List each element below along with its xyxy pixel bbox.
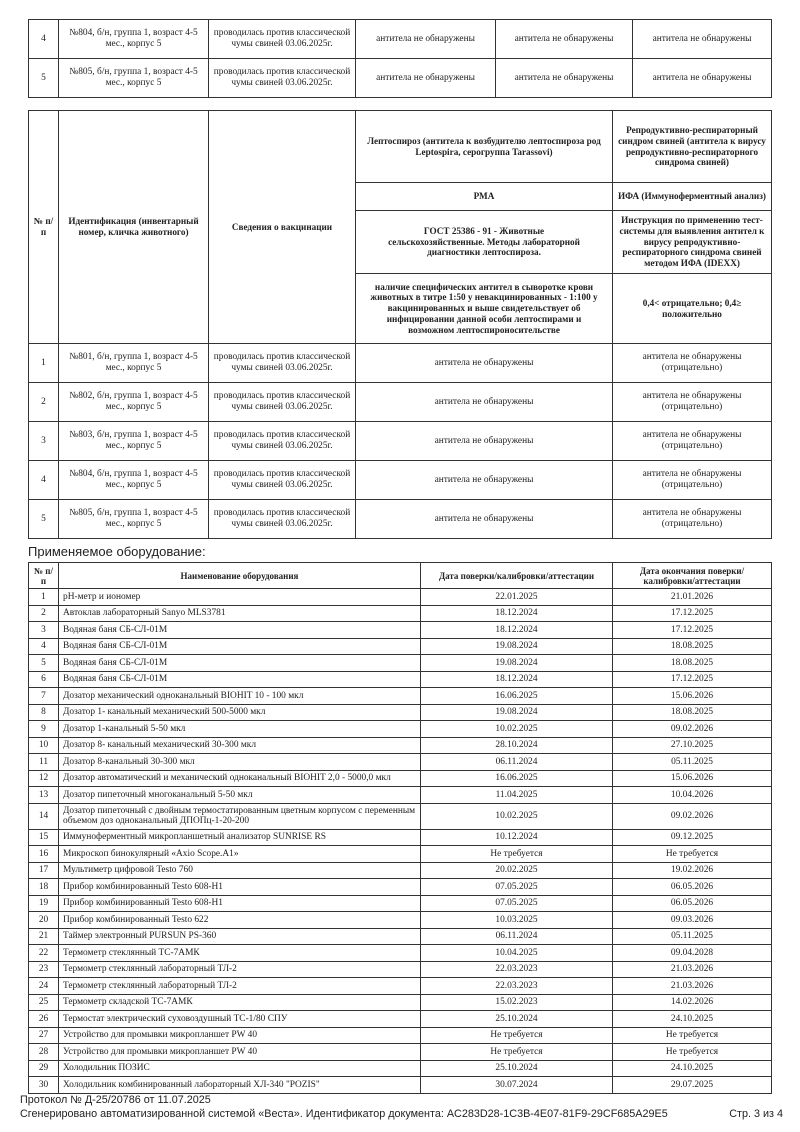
result-1: антитела не обнаружены bbox=[356, 59, 496, 98]
equipment-row bbox=[29, 721, 772, 738]
vaccination-info: проводилась против классической чумы свиней 03.06.2025г. bbox=[209, 344, 356, 383]
lepto-result: антитела не обнаружены bbox=[356, 344, 613, 383]
equipment-row bbox=[29, 945, 772, 962]
equipment-number: 3 bbox=[29, 622, 59, 639]
equipment-name: Термостат электрический суховоздушный ТС-1/80 СПУ bbox=[59, 1011, 421, 1028]
equipment-date-to: 15.06.2026 bbox=[613, 688, 772, 705]
equipment-name: Термометр стеклянный ТС-7АМК bbox=[59, 945, 421, 962]
equipment-number: 18 bbox=[29, 879, 59, 896]
animal-id: №802, б/н, группа 1, возраст 4-5 мес., корпус 5 bbox=[59, 383, 209, 422]
equipment-date-from: 22.03.2023 bbox=[421, 961, 613, 978]
equipment-name: Прибор комбинированный Testo 622 bbox=[59, 912, 421, 929]
equipment-date-to: Не требуется bbox=[613, 1044, 772, 1061]
equipment-number: 19 bbox=[29, 895, 59, 912]
prrs-result: антитела не обнаружены (отрицательно) bbox=[613, 461, 772, 500]
equipment-number: 11 bbox=[29, 754, 59, 771]
equipment-name: Термометр стеклянный лабораторный ТЛ-2 bbox=[59, 961, 421, 978]
equipment-date-from: 06.11.2024 bbox=[421, 928, 613, 945]
equipment-name: Водяная баня СБ-СЛ-01М bbox=[59, 671, 421, 688]
equipment-header-num: № п/п bbox=[29, 563, 59, 589]
equipment-row bbox=[29, 688, 772, 705]
equipment-header-name: Наименование оборудования bbox=[59, 563, 421, 589]
equipment-number: 10 bbox=[29, 737, 59, 754]
equipment-date-from: 19.08.2024 bbox=[421, 655, 613, 672]
equipment-date-to: 29.07.2025 bbox=[613, 1077, 772, 1094]
equipment-table bbox=[28, 562, 772, 1094]
equipment-row bbox=[29, 737, 772, 754]
header-lepto-standard: ГОСТ 25386 - 91 - Животные сельскохозяйственные. Методы лабораторной диагностики лептоспироза. bbox=[356, 211, 613, 274]
equipment-row bbox=[29, 862, 772, 879]
equipment-date-to: 17.12.2025 bbox=[613, 671, 772, 688]
equipment-date-from: 22.03.2023 bbox=[421, 978, 613, 995]
equipment-date-from: 28.10.2024 bbox=[421, 737, 613, 754]
lepto-result: антитела не обнаружены bbox=[356, 383, 613, 422]
animal-id: №804, б/н, группа 1, возраст 4-5 мес., корпус 5 bbox=[59, 20, 209, 59]
equipment-name: Водяная баня СБ-СЛ-01М bbox=[59, 638, 421, 655]
equipment-name: Иммуноферментный микропланшетный анализатор SUNRISE RS bbox=[59, 829, 421, 846]
vaccination-info: проводилась против классической чумы свиней 03.06.2025г. bbox=[209, 59, 356, 98]
equipment-date-from: 18.12.2024 bbox=[421, 622, 613, 639]
footer-page-number: Стр. 3 из 4 bbox=[729, 1108, 783, 1120]
equipment-name: Автоклав лабораторный Sanyo MLS3781 bbox=[59, 605, 421, 622]
equipment-number: 30 bbox=[29, 1077, 59, 1094]
equipment-name: Устройство для промывки микропланшет PW 40 bbox=[59, 1044, 421, 1061]
equipment-date-to: 09.02.2026 bbox=[613, 721, 772, 738]
equipment-date-from: 07.05.2025 bbox=[421, 895, 613, 912]
equipment-row bbox=[29, 928, 772, 945]
footer-generated-line bbox=[20, 1108, 783, 1120]
equipment-name: Прибор комбинированный Testo 608-H1 bbox=[59, 895, 421, 912]
equipment-date-to: 17.12.2025 bbox=[613, 622, 772, 639]
table-row bbox=[29, 422, 772, 461]
equipment-date-to: 18.08.2025 bbox=[613, 638, 772, 655]
result-3: антитела не обнаружены bbox=[633, 20, 772, 59]
equipment-number: 1 bbox=[29, 589, 59, 606]
vaccination-info: проводилась против классической чумы свиней 03.06.2025г. bbox=[209, 20, 356, 59]
equipment-date-from: 10.02.2025 bbox=[421, 721, 613, 738]
equipment-date-to: 17.12.2025 bbox=[613, 605, 772, 622]
equipment-name: Дозатор пипеточный многоканальный 5-50 мкл bbox=[59, 787, 421, 804]
equipment-name: Дозатор механический одноканальный BIOHIT 10 - 100 мкл bbox=[59, 688, 421, 705]
equipment-name: Дозатор 1-канальный 5-50 мкл bbox=[59, 721, 421, 738]
equipment-date-from: 18.12.2024 bbox=[421, 605, 613, 622]
equipment-name: Водяная баня СБ-СЛ-01М bbox=[59, 655, 421, 672]
equipment-number: 21 bbox=[29, 928, 59, 945]
equipment-number: 4 bbox=[29, 638, 59, 655]
equipment-date-from: 19.08.2024 bbox=[421, 638, 613, 655]
equipment-date-to: 18.08.2025 bbox=[613, 704, 772, 721]
vaccination-info: проводилась против классической чумы свиней 03.06.2025г. bbox=[209, 383, 356, 422]
animal-id: №805, б/н, группа 1, возраст 4-5 мес., корпус 5 bbox=[59, 500, 209, 539]
header-prrs-method: ИФА (Иммуноферментный анализ) bbox=[613, 183, 772, 211]
equipment-number: 22 bbox=[29, 945, 59, 962]
equipment-row bbox=[29, 912, 772, 929]
vaccination-info: проводилась против классической чумы свиней 03.06.2025г. bbox=[209, 461, 356, 500]
equipment-date-to: 21.03.2026 bbox=[613, 978, 772, 995]
equipment-row bbox=[29, 787, 772, 804]
equipment-date-to: 10.04.2026 bbox=[613, 787, 772, 804]
equipment-section-title: Применяемое оборудование: bbox=[28, 544, 206, 559]
equipment-number: 12 bbox=[29, 770, 59, 787]
equipment-name: Микроскоп бинокулярный «Axio Scope.A1» bbox=[59, 846, 421, 863]
equipment-number: 15 bbox=[29, 829, 59, 846]
lepto-prrs-table bbox=[28, 110, 772, 539]
equipment-number: 2 bbox=[29, 605, 59, 622]
result-3: антитела не обнаружены bbox=[633, 59, 772, 98]
equipment-number: 17 bbox=[29, 862, 59, 879]
equipment-date-to: 21.03.2026 bbox=[613, 961, 772, 978]
equipment-name: Водяная баня СБ-СЛ-01М bbox=[59, 622, 421, 639]
equipment-number: 29 bbox=[29, 1060, 59, 1077]
animal-id: №804, б/н, группа 1, возраст 4-5 мес., корпус 5 bbox=[59, 461, 209, 500]
equipment-number: 8 bbox=[29, 704, 59, 721]
equipment-row bbox=[29, 1027, 772, 1044]
equipment-name: pH-метр и иономер bbox=[59, 589, 421, 606]
equipment-number: 13 bbox=[29, 787, 59, 804]
equipment-date-to: 18.08.2025 bbox=[613, 655, 772, 672]
equipment-date-to: 09.12.2025 bbox=[613, 829, 772, 846]
equipment-row bbox=[29, 961, 772, 978]
equipment-row bbox=[29, 704, 772, 721]
lepto-result: антитела не обнаружены bbox=[356, 422, 613, 461]
equipment-date-from: 06.11.2024 bbox=[421, 754, 613, 771]
equipment-row bbox=[29, 605, 772, 622]
lepto-result: антитела не обнаружены bbox=[356, 500, 613, 539]
equipment-number: 5 bbox=[29, 655, 59, 672]
equipment-row bbox=[29, 846, 772, 863]
equipment-date-from: 16.06.2025 bbox=[421, 770, 613, 787]
equipment-date-from: 10.04.2025 bbox=[421, 945, 613, 962]
equipment-row bbox=[29, 589, 772, 606]
equipment-date-to: 05.11.2025 bbox=[613, 754, 772, 771]
equipment-header-date-to: Дата окончания поверки/калибровки/аттестации bbox=[613, 563, 772, 589]
equipment-number: 7 bbox=[29, 688, 59, 705]
equipment-date-from: Не требуется bbox=[421, 1044, 613, 1061]
equipment-date-from: 10.12.2024 bbox=[421, 829, 613, 846]
vaccination-info: проводилась против классической чумы свиней 03.06.2025г. bbox=[209, 500, 356, 539]
equipment-row bbox=[29, 803, 772, 829]
equipment-name: Дозатор пипеточный с двойным термостатированным цветным корпусом с переменным объемом доз одноканальный ДПОПц-1-20-200 bbox=[59, 803, 421, 829]
equipment-date-to: Не требуется bbox=[613, 846, 772, 863]
equipment-row bbox=[29, 1044, 772, 1061]
equipment-date-from: 20.02.2025 bbox=[421, 862, 613, 879]
equipment-date-to: 14.02.2026 bbox=[613, 994, 772, 1011]
equipment-name: Дозатор 8-канальный 30-300 мкл bbox=[59, 754, 421, 771]
row-number: 2 bbox=[29, 383, 59, 422]
equipment-row bbox=[29, 1011, 772, 1028]
header-identification: Идентификация (инвентарный номер, кличка животного) bbox=[59, 111, 209, 344]
results-table-continued bbox=[28, 19, 772, 98]
equipment-date-from: Не требуется bbox=[421, 846, 613, 863]
equipment-date-to: 06.05.2026 bbox=[613, 895, 772, 912]
equipment-date-from: 25.10.2024 bbox=[421, 1011, 613, 1028]
equipment-date-to: 15.06.2026 bbox=[613, 770, 772, 787]
table-row bbox=[29, 59, 772, 98]
table-row bbox=[29, 383, 772, 422]
prrs-result: антитела не обнаружены (отрицательно) bbox=[613, 383, 772, 422]
equipment-date-to: 24.10.2025 bbox=[613, 1011, 772, 1028]
equipment-date-to: 21.01.2026 bbox=[613, 589, 772, 606]
equipment-row bbox=[29, 1060, 772, 1077]
result-1: антитела не обнаружены bbox=[356, 20, 496, 59]
equipment-number: 28 bbox=[29, 1044, 59, 1061]
equipment-date-from: Не требуется bbox=[421, 1027, 613, 1044]
equipment-date-from: 07.05.2025 bbox=[421, 879, 613, 896]
header-prrs-standard: Инструкция по применению тест-системы для выявления антител к вирусу репродуктивно-респираторного синдрома свиней методом ИФА (IDEXX) bbox=[613, 211, 772, 274]
equipment-date-from: 25.10.2024 bbox=[421, 1060, 613, 1077]
table-row bbox=[29, 500, 772, 539]
header-prrs-norm: 0,4< отрицательно; 0,4≥ положительно bbox=[613, 274, 772, 344]
equipment-name: Прибор комбинированный Testo 608-H1 bbox=[59, 879, 421, 896]
animal-id: №803, б/н, группа 1, возраст 4-5 мес., корпус 5 bbox=[59, 422, 209, 461]
equipment-date-from: 30.07.2024 bbox=[421, 1077, 613, 1094]
equipment-name: Устройство для промывки микропланшет PW 40 bbox=[59, 1027, 421, 1044]
lepto-result: антитела не обнаружены bbox=[356, 461, 613, 500]
equipment-number: 23 bbox=[29, 961, 59, 978]
equipment-date-to: Не требуется bbox=[613, 1027, 772, 1044]
header-prrs-title: Репродуктивно-респираторный синдром свиней (антитела к вирусу репродуктивно-респираторного синдрома свиней) bbox=[613, 111, 772, 183]
equipment-row bbox=[29, 994, 772, 1011]
equipment-date-from: 10.02.2025 bbox=[421, 803, 613, 829]
equipment-number: 27 bbox=[29, 1027, 59, 1044]
equipment-number: 9 bbox=[29, 721, 59, 738]
animal-id: №805, б/н, группа 1, возраст 4-5 мес., корпус 5 bbox=[59, 59, 209, 98]
equipment-header-date-from: Дата поверки/калибровки/аттестации bbox=[421, 563, 613, 589]
equipment-number: 24 bbox=[29, 978, 59, 995]
table-row bbox=[29, 461, 772, 500]
equipment-date-from: 15.02.2023 bbox=[421, 994, 613, 1011]
equipment-name: Холодильник комбинированный лабораторный ХЛ-340 "POZIS" bbox=[59, 1077, 421, 1094]
equipment-row bbox=[29, 879, 772, 896]
vaccination-info: проводилась против классической чумы свиней 03.06.2025г. bbox=[209, 422, 356, 461]
equipment-row bbox=[29, 638, 772, 655]
animal-id: №801, б/н, группа 1, возраст 4-5 мес., корпус 5 bbox=[59, 344, 209, 383]
header-lepto-title: Лептоспироз (антитела к возбудителю лептоспироза род Leptospira, серогруппа Tarassovi) bbox=[356, 111, 613, 183]
equipment-date-to: 09.03.2026 bbox=[613, 912, 772, 929]
equipment-name: Таймер электронный PURSUN PS-360 bbox=[59, 928, 421, 945]
equipment-row bbox=[29, 671, 772, 688]
row-number: 4 bbox=[29, 461, 59, 500]
footer-generated: Сгенерировано автоматизированной системой «Веста». Идентификатор документа: AC283D28-1C3B-4E07-81F9-29CF685A29E5 bbox=[20, 1108, 668, 1120]
result-2: антитела не обнаружены bbox=[496, 20, 633, 59]
equipment-row bbox=[29, 1077, 772, 1094]
result-2: антитела не обнаружены bbox=[496, 59, 633, 98]
footer-protocol: Протокол № Д-25/20786 от 11.07.2025 bbox=[20, 1094, 211, 1106]
equipment-number: 25 bbox=[29, 994, 59, 1011]
equipment-date-from: 11.04.2025 bbox=[421, 787, 613, 804]
header-lepto-norm: наличие специфических антител в сыворотке крови животных в титре 1:50 у невакцинированных - 1:100 у вакцинированных и выше свидетельствует об инфицировании данной особи лептоспирами и возможном лептоспироносительстве bbox=[356, 274, 613, 344]
equipment-name: Холодильник ПОЗИС bbox=[59, 1060, 421, 1077]
equipment-date-to: 24.10.2025 bbox=[613, 1060, 772, 1077]
equipment-name: Дозатор автоматический и механический одноканальный BIOHIT 2,0 - 5000,0 мкл bbox=[59, 770, 421, 787]
equipment-name: Дозатор 8- канальный механический 30-300 мкл bbox=[59, 737, 421, 754]
equipment-row bbox=[29, 655, 772, 672]
prrs-result: антитела не обнаружены (отрицательно) bbox=[613, 500, 772, 539]
equipment-number: 26 bbox=[29, 1011, 59, 1028]
row-number: 1 bbox=[29, 344, 59, 383]
prrs-result: антитела не обнаружены (отрицательно) bbox=[613, 344, 772, 383]
equipment-date-to: 27.10.2025 bbox=[613, 737, 772, 754]
equipment-date-to: 05.11.2025 bbox=[613, 928, 772, 945]
equipment-number: 20 bbox=[29, 912, 59, 929]
equipment-date-from: 18.12.2024 bbox=[421, 671, 613, 688]
equipment-row bbox=[29, 622, 772, 639]
row-number: 4 bbox=[29, 20, 59, 59]
equipment-date-from: 16.06.2025 bbox=[421, 688, 613, 705]
row-number: 5 bbox=[29, 500, 59, 539]
equipment-number: 16 bbox=[29, 846, 59, 863]
equipment-date-from: 10.03.2025 bbox=[421, 912, 613, 929]
header-lepto-method: РМА bbox=[356, 183, 613, 211]
header-vaccination: Сведения о вакцинации bbox=[209, 111, 356, 344]
equipment-name: Мультиметр цифровой Testo 760 bbox=[59, 862, 421, 879]
equipment-date-to: 19.02.2026 bbox=[613, 862, 772, 879]
equipment-date-to: 09.04.2028 bbox=[613, 945, 772, 962]
equipment-number: 6 bbox=[29, 671, 59, 688]
header-num: № п/п bbox=[29, 111, 59, 344]
equipment-date-from: 22.01.2025 bbox=[421, 589, 613, 606]
equipment-date-from: 19.08.2024 bbox=[421, 704, 613, 721]
equipment-row bbox=[29, 978, 772, 995]
equipment-row bbox=[29, 770, 772, 787]
equipment-row bbox=[29, 754, 772, 771]
equipment-name: Термометр складской ТС-7АМК bbox=[59, 994, 421, 1011]
table-row bbox=[29, 344, 772, 383]
table-row bbox=[29, 20, 772, 59]
prrs-result: антитела не обнаружены (отрицательно) bbox=[613, 422, 772, 461]
equipment-date-to: 09.02.2026 bbox=[613, 803, 772, 829]
equipment-row bbox=[29, 829, 772, 846]
row-number: 3 bbox=[29, 422, 59, 461]
equipment-name: Дозатор 1- канальный механический 500-5000 мкл bbox=[59, 704, 421, 721]
equipment-number: 14 bbox=[29, 803, 59, 829]
equipment-row bbox=[29, 895, 772, 912]
equipment-date-to: 06.05.2026 bbox=[613, 879, 772, 896]
equipment-name: Термометр стеклянный лабораторный ТЛ-2 bbox=[59, 978, 421, 995]
row-number: 5 bbox=[29, 59, 59, 98]
